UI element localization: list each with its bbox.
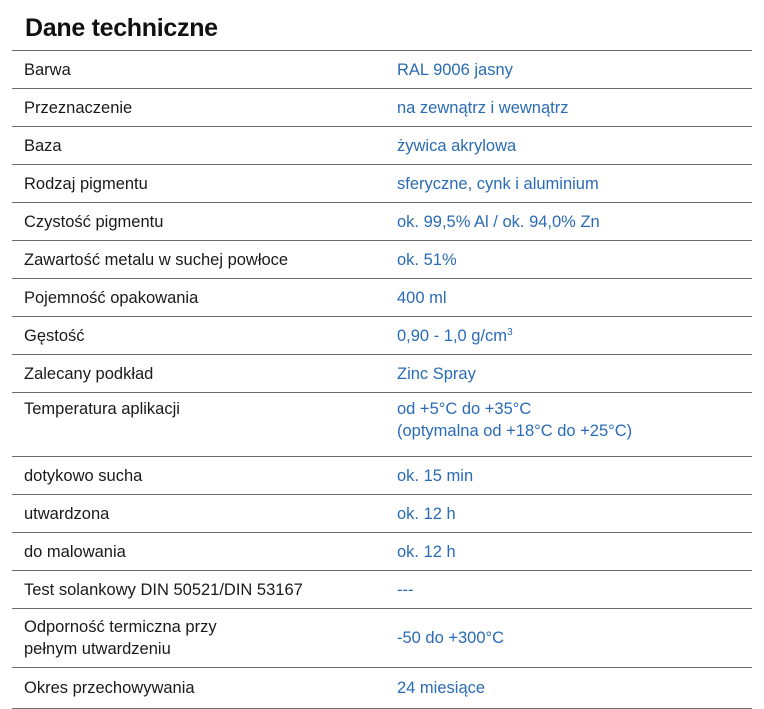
table-row-paintable xyxy=(12,533,752,571)
row-value: sferyczne, cynk i aluminium xyxy=(397,174,599,193)
row-value: na zewnątrz i wewnątrz xyxy=(397,98,569,117)
table-row-metal-content xyxy=(12,241,752,279)
row-value: --- xyxy=(397,580,414,599)
row-value: ok. 12 h xyxy=(397,504,456,523)
table-row-touch-dry xyxy=(12,457,752,495)
table-row-application-temperature xyxy=(12,393,752,457)
row-label: dotykowo sucha xyxy=(24,466,143,485)
density-value-text: 0,90 - 1,0 g/cm xyxy=(397,326,508,345)
row-label: Okres przechowywania xyxy=(24,679,195,697)
technical-data-table xyxy=(12,50,752,709)
table-row-salt-spray-test xyxy=(12,571,752,609)
table-row-pigment-type xyxy=(12,165,752,203)
table-row-shelf-life xyxy=(12,668,752,709)
row-label: Temperatura aplikacji xyxy=(24,400,180,418)
row-value: Zinc Spray xyxy=(397,364,476,383)
row-value: żywica akrylowa xyxy=(397,136,517,155)
row-value xyxy=(397,393,752,457)
table-row-color xyxy=(12,51,752,89)
row-label: Rodzaj pigmentu xyxy=(24,174,148,193)
row-label: Baza xyxy=(24,136,62,155)
row-label: Zawartość metalu w suchej powłoce xyxy=(24,250,289,269)
row-label: do malowania xyxy=(24,542,126,561)
density-unit-exponent: 3 xyxy=(507,326,513,338)
optimal-temperature-line: (optymalna od +18°C do +25°C) xyxy=(397,422,633,440)
row-label: Gęstość xyxy=(24,326,85,345)
row-value: 24 miesiące xyxy=(397,679,486,697)
table-row-purpose xyxy=(12,89,752,127)
temperature-range-line: od +5°C do +35°C xyxy=(397,400,532,418)
row-label: Pojemność opakowania xyxy=(24,288,199,307)
table-row-pigment-purity xyxy=(12,203,752,241)
table-row-package-volume xyxy=(12,279,752,317)
row-value: RAL 9006 jasny xyxy=(397,60,513,79)
row-value: ok. 12 h xyxy=(397,542,456,561)
row-label: Przeznaczenie xyxy=(24,98,133,117)
thermal-label-line-1: Odporność termiczna przy xyxy=(24,618,217,636)
table-row-base xyxy=(12,127,752,165)
table-row-density xyxy=(12,317,752,355)
row-label: Czystość pigmentu xyxy=(24,212,164,231)
thermal-label-line-2: pełnym utwardzeniu xyxy=(24,640,171,658)
row-value: ok. 51% xyxy=(397,250,457,269)
page-title: Dane techniczne xyxy=(25,14,218,42)
row-value: ok. 99,5% Al / ok. 94,0% Zn xyxy=(397,212,600,231)
row-value: 400 ml xyxy=(397,288,447,307)
table-row-cured xyxy=(12,495,752,533)
table-row-recommended-primer xyxy=(12,355,752,393)
row-label: utwardzona xyxy=(24,504,110,523)
row-label: Test solankowy DIN 50521/DIN 53167 xyxy=(24,580,303,599)
row-label xyxy=(12,609,397,668)
row-value: ok. 15 min xyxy=(397,466,474,485)
row-value xyxy=(397,317,752,355)
row-label: Zalecany podkład xyxy=(24,364,154,383)
row-value: -50 do +300°C xyxy=(397,629,505,647)
table-row-thermal-resistance xyxy=(12,609,752,668)
row-label: Barwa xyxy=(24,60,71,79)
